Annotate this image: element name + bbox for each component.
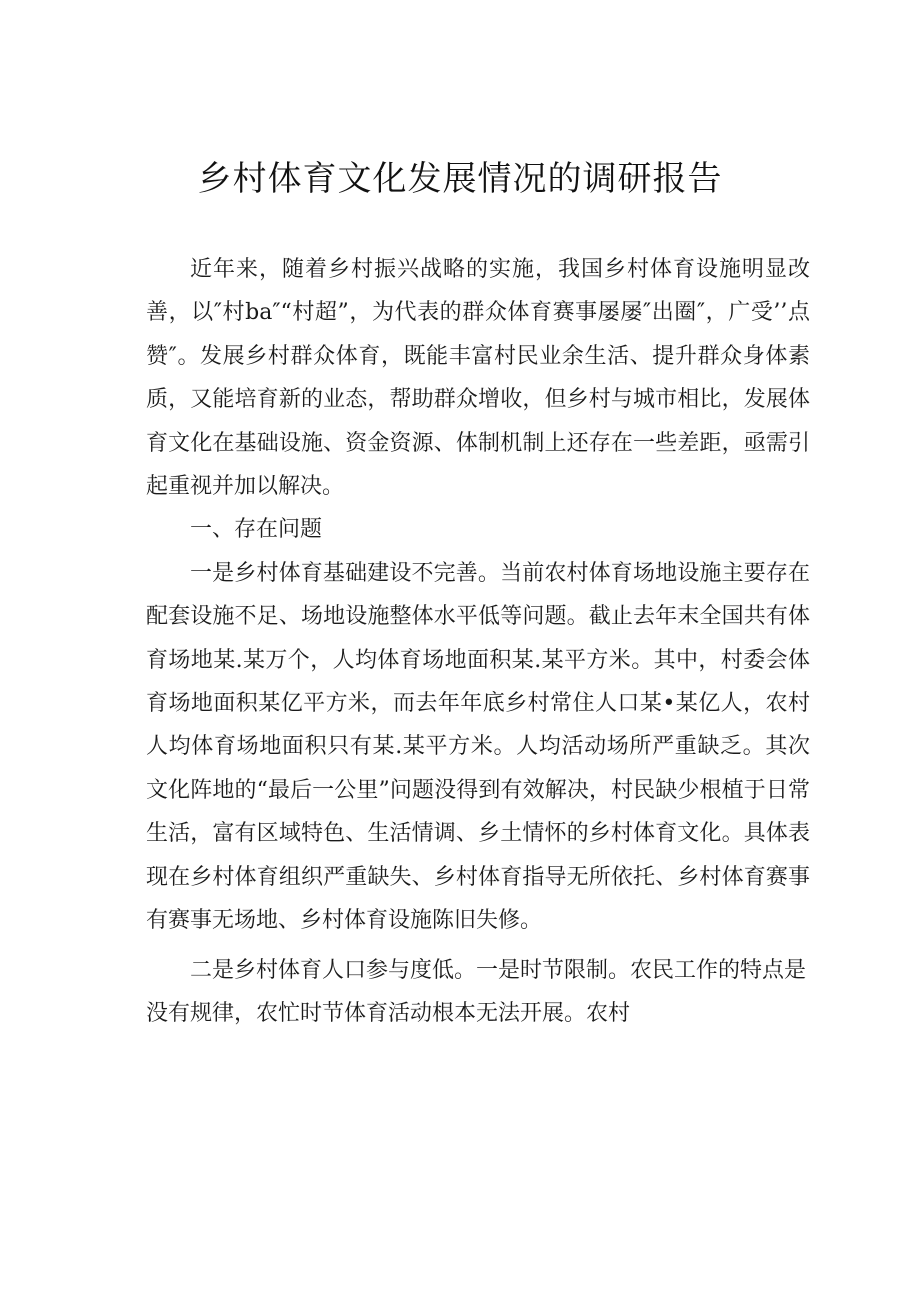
paragraph-infrastructure: 一是乡村体育基础建设不完善。当前农村体育场地设施主要存在配套设施不足、场地设施整体水平低等问题。截止去年末全国共有体育场地某.某万个，人均体育场地面积某.某平方米。其中，村委会体育场地面积某亿平方米，而去年年底乡村常住人口某•某亿人，农村人均体育场地面积只有某.某平方米。人均活动场所严重缺乏。其次文化阵地的“最后一公里”问题没得到有效解决，村民缺少根植于日常生活，富有区域特色、生活情调、乡土情怀的乡村体育文化。具体表现在乡村体育组织严重缺失、乡村体育指导无所依托、乡村体育赛事有赛事无场地、乡村体育设施陈旧失修。 [146, 560, 810, 934]
paragraph-participation: 二是乡村体育人口参与度低。一是时节限制。农民工作的特点是没有规律，农忙时节体育活动根本无法开展。农村 [146, 957, 807, 1026]
section-heading-problems: 一、存在问题 [190, 517, 323, 543]
intro-paragraph: 近年来，随着乡村振兴战略的实施，我国乡村体育设施明显改善，以″村ba″“村超”，为代表的群众体育赛事屡屡″出圈″，广受’’点赞″。发展乡村群众体育，既能丰富村民业余生活、提升群众身体素质，又能培育新的业态，帮助群众增收，但乡村与城市相比，发展体育文化在基础设施、资金资源、体制机制上还存在一些差距，亟需引起重视并加以解决。 [146, 257, 810, 500]
document-title: 乡村体育文化发展情况的调研报告 [197, 159, 723, 199]
document-body [146, 248, 810, 1035]
